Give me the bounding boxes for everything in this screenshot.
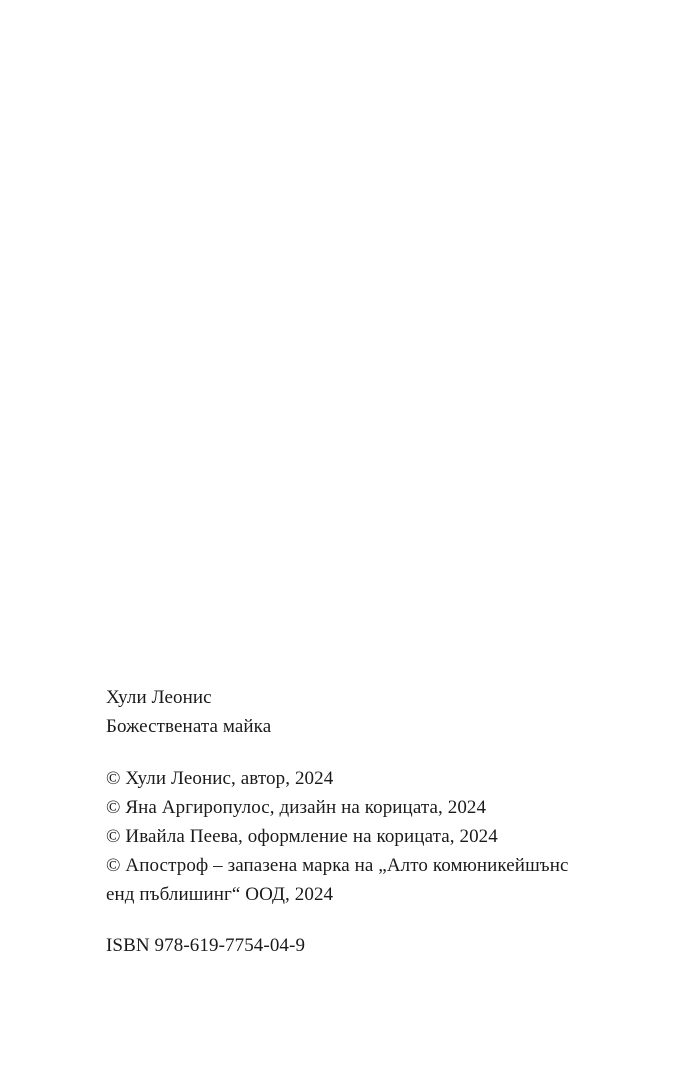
book-title: Божествената майка xyxy=(106,716,272,737)
copyright-line-publisher-cont: енд пъблишинг“ ООД, 2024 xyxy=(106,884,334,905)
copyright-line-publisher: © Апостроф – запазена марка на „Алто комюникейшънс xyxy=(106,855,569,876)
copyright-line-author: © Хули Леонис, автор, 2024 xyxy=(106,768,334,789)
spacer xyxy=(106,909,646,931)
author-name: Хули Леонис xyxy=(106,687,212,708)
isbn: ISBN 978-619-7754-04-9 xyxy=(106,935,306,956)
spacer xyxy=(106,741,646,764)
copyright-line-cover-design: © Яна Аргиропулос, дизайн на корицата, 2024 xyxy=(106,797,487,818)
copyright-line-cover-layout: © Ивайла Пеева, оформление на корицата, 2024 xyxy=(106,826,498,847)
colophon-block xyxy=(106,683,646,960)
